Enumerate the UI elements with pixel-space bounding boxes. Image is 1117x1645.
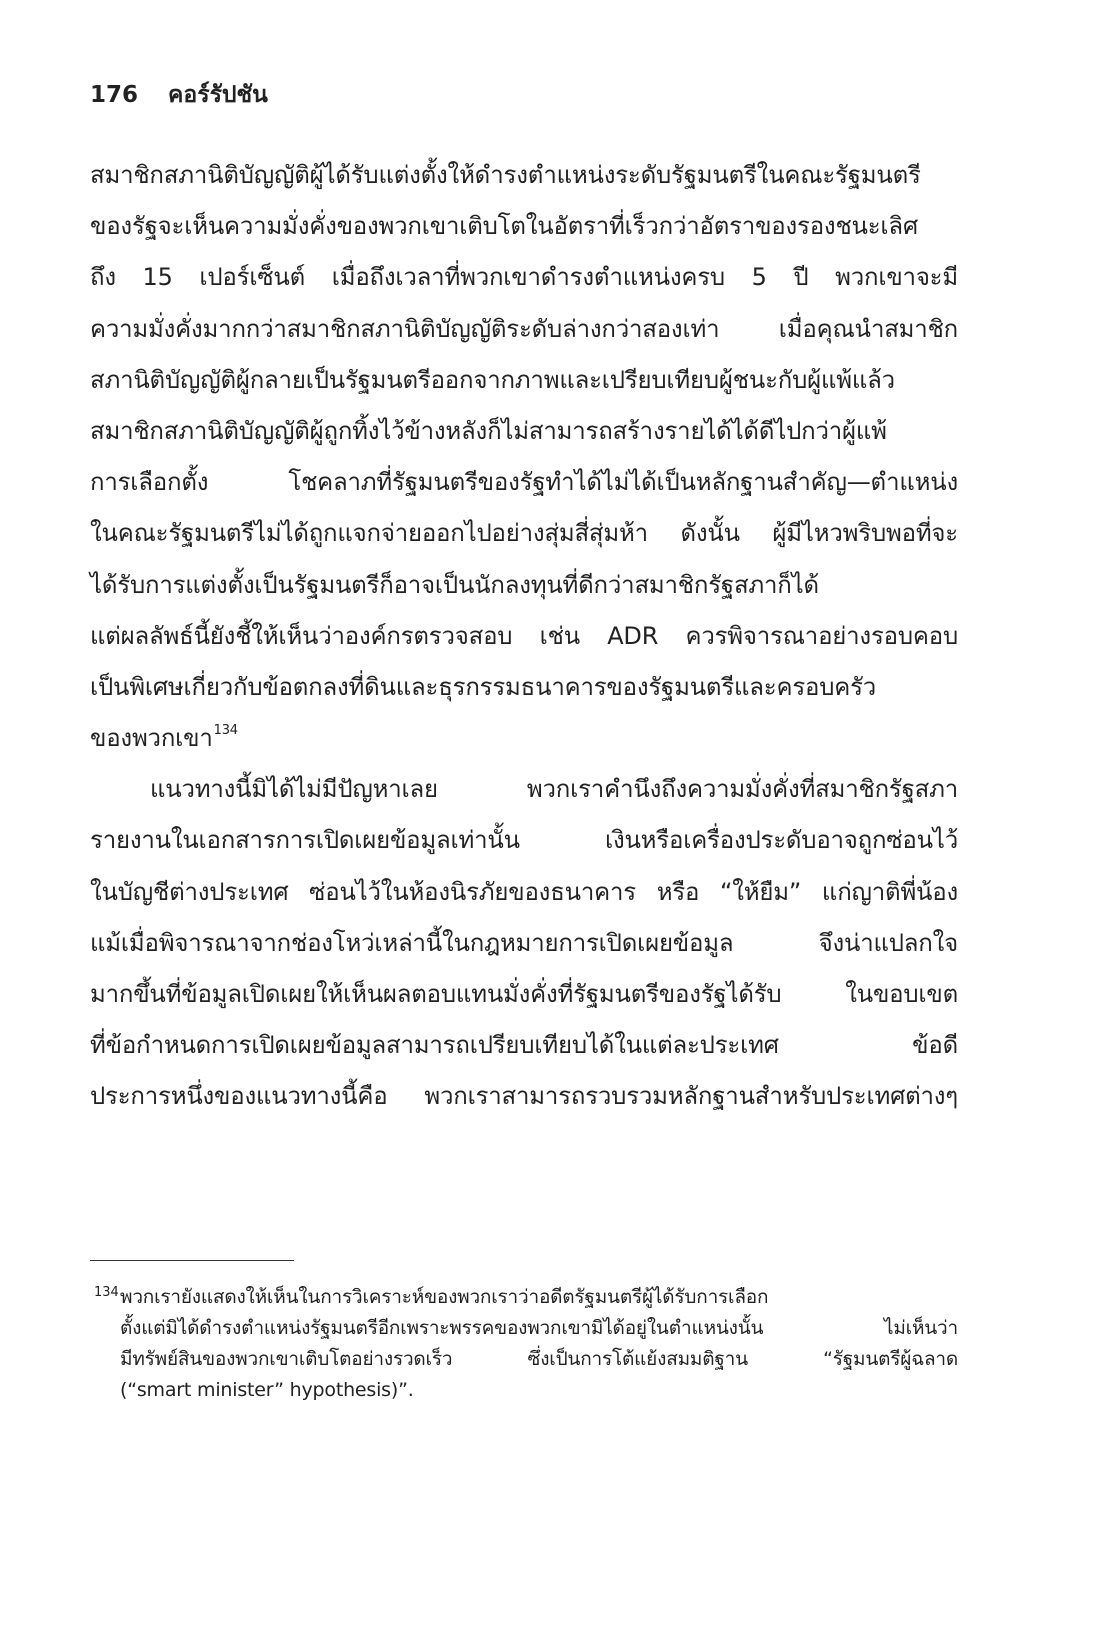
- footnote-line: พวกเรายังแสดงให้เห็นในการวิเคราะห์ของพวกเราว่าอดีตรัฐมนตรีผู้ได้รับการเลือก: [120, 1286, 769, 1308]
- footnote-body: [120, 1282, 958, 1406]
- text-line: ถึง 15 เปอร์เซ็นต์ เมื่อถึงเวลาที่พวกเขาดำรงตำแหน่งครบ 5 ปี พวกเขาจะมี: [90, 263, 958, 292]
- text-line: ที่ข้อกำหนดการเปิดเผยข้อมูลสามารถเปรียบเทียบได้ในแต่ละประเทศ ข้อดี: [90, 1031, 958, 1060]
- text-line: สมาชิกสภานิติบัญญัติผู้ได้รับแต่งตั้งให้ดำรงตำแหน่งระดับรัฐมนตรีในคณะรัฐมนตรี: [90, 161, 921, 189]
- footnote-number: 134: [94, 1285, 119, 1300]
- text-line-indented: แนวทางนี้มิได้ไม่มีปัญหาเลย พวกเราคำนึงถึงความมั่งคั่งที่สมาชิกรัฐสภา: [150, 775, 958, 804]
- page-number: 176: [90, 82, 139, 108]
- text-line: แต่ผลลัพธ์นี้ยังชี้ให้เห็นว่าองค์กรตรวจสอบ เช่น ADR ควรพิจารณาอย่างรอบคอบ: [90, 621, 958, 650]
- footnote-line: มีทรัพย์สินของพวกเขาเติบโตอย่างรวดเร็ว ซึ่งเป็นการโต้แย้งสมมติฐาน “รัฐมนตรีผู้ฉลาด: [120, 1348, 958, 1370]
- text-line: ได้รับการแต่งตั้งเป็นรัฐมนตรีก็อาจเป็นนักลงทุนที่ดีกว่าสมาชิกรัฐสภาก็ได้: [90, 570, 819, 599]
- text-line: ความมั่งคั่งมากกว่าสมาชิกสภานิติบัญญัติระดับล่างกว่าสองเท่า เมื่อคุณนำสมาชิก: [90, 314, 958, 343]
- footnote-line: ตั้งแต่มิได้ดำรงตำแหน่งรัฐมนตรีอีกเพราะพรรคของพวกเขามิได้อยู่ในตำแหน่งนั้น ไม่เห็นว่า: [120, 1317, 958, 1339]
- text-line: มากขึ้นที่ข้อมูลเปิดเผยให้เห็นผลตอบแทนมั่งคั่งที่รัฐมนตรีของรัฐได้รับ ในขอบเขต: [90, 980, 958, 1008]
- body-text: [90, 150, 958, 1123]
- text-line: แม้เมื่อพิจารณาจากช่องโหว่เหล่านี้ในกฎหมายการเปิดเผยข้อมูล จึงน่าแปลกใจ: [90, 928, 958, 957]
- paragraph-1: [90, 150, 958, 764]
- text-line-last: [90, 713, 958, 764]
- text-line: เป็นพิเศษเกี่ยวกับข้อตกลงที่ดินและธุรกรรมธนาคารของรัฐมนตรีและครอบครัว: [90, 672, 877, 701]
- last-line-text: ของพวกเขา: [90, 724, 213, 753]
- paragraph-2: [90, 764, 958, 1122]
- text-line: สภานิติบัญญัติผู้กลายเป็นรัฐมนตรีออกจากภาพและเปรียบเทียบผู้ชนะกับผู้แพ้แล้ว: [90, 365, 895, 394]
- text-line: ในบัญชีต่างประเทศ ซ่อนไว้ในห้องนิรภัยของธนาคาร หรือ “ให้ยืม” แก่ญาติพี่น้อง: [90, 877, 958, 906]
- running-header: [90, 78, 268, 112]
- text-line: สมาชิกสภานิติบัญญัติผู้ถูกทิ้งไว้ข้างหลังก็ไม่สามารถสร้างรายได้ได้ดีไปกว่าผู้แพ้: [90, 416, 887, 445]
- text-line: ของรัฐจะเห็นความมั่งคั่งของพวกเขาเติบโตในอัตราที่เร็วกว่าอัตราของรองชนะเลิศ: [90, 212, 918, 241]
- text-line: รายงานในเอกสารการเปิดเผยข้อมูลเท่านั้น เงินหรือเครื่องประดับอาจถูกซ่อนไว้: [90, 826, 958, 855]
- text-line: ประการหนึ่งของแนวทางนี้คือ พวกเราสามารถรวบรวมหลักฐานสำหรับประเทศต่างๆ: [90, 1082, 958, 1111]
- footnote-reference[interactable]: 134: [213, 723, 238, 739]
- text-line: การเลือกตั้ง โชคลาภที่รัฐมนตรีของรัฐทำได้ไม่ได้เป็นหลักฐานสำคัญ—ตำแหน่ง: [90, 468, 958, 497]
- book-title: คอร์รัปชัน: [168, 82, 268, 108]
- text-line: ในคณะรัฐมนตรีไม่ได้ถูกแจกจ่ายออกไปอย่างสุ่มสี่สุ่มห้า ดังนั้น ผู้มีไหวพริบพอที่จะ: [90, 519, 958, 548]
- footnote-line-last: (“smart minister” hypothesis)”.: [120, 1379, 414, 1401]
- footnote-divider: [90, 1260, 294, 1261]
